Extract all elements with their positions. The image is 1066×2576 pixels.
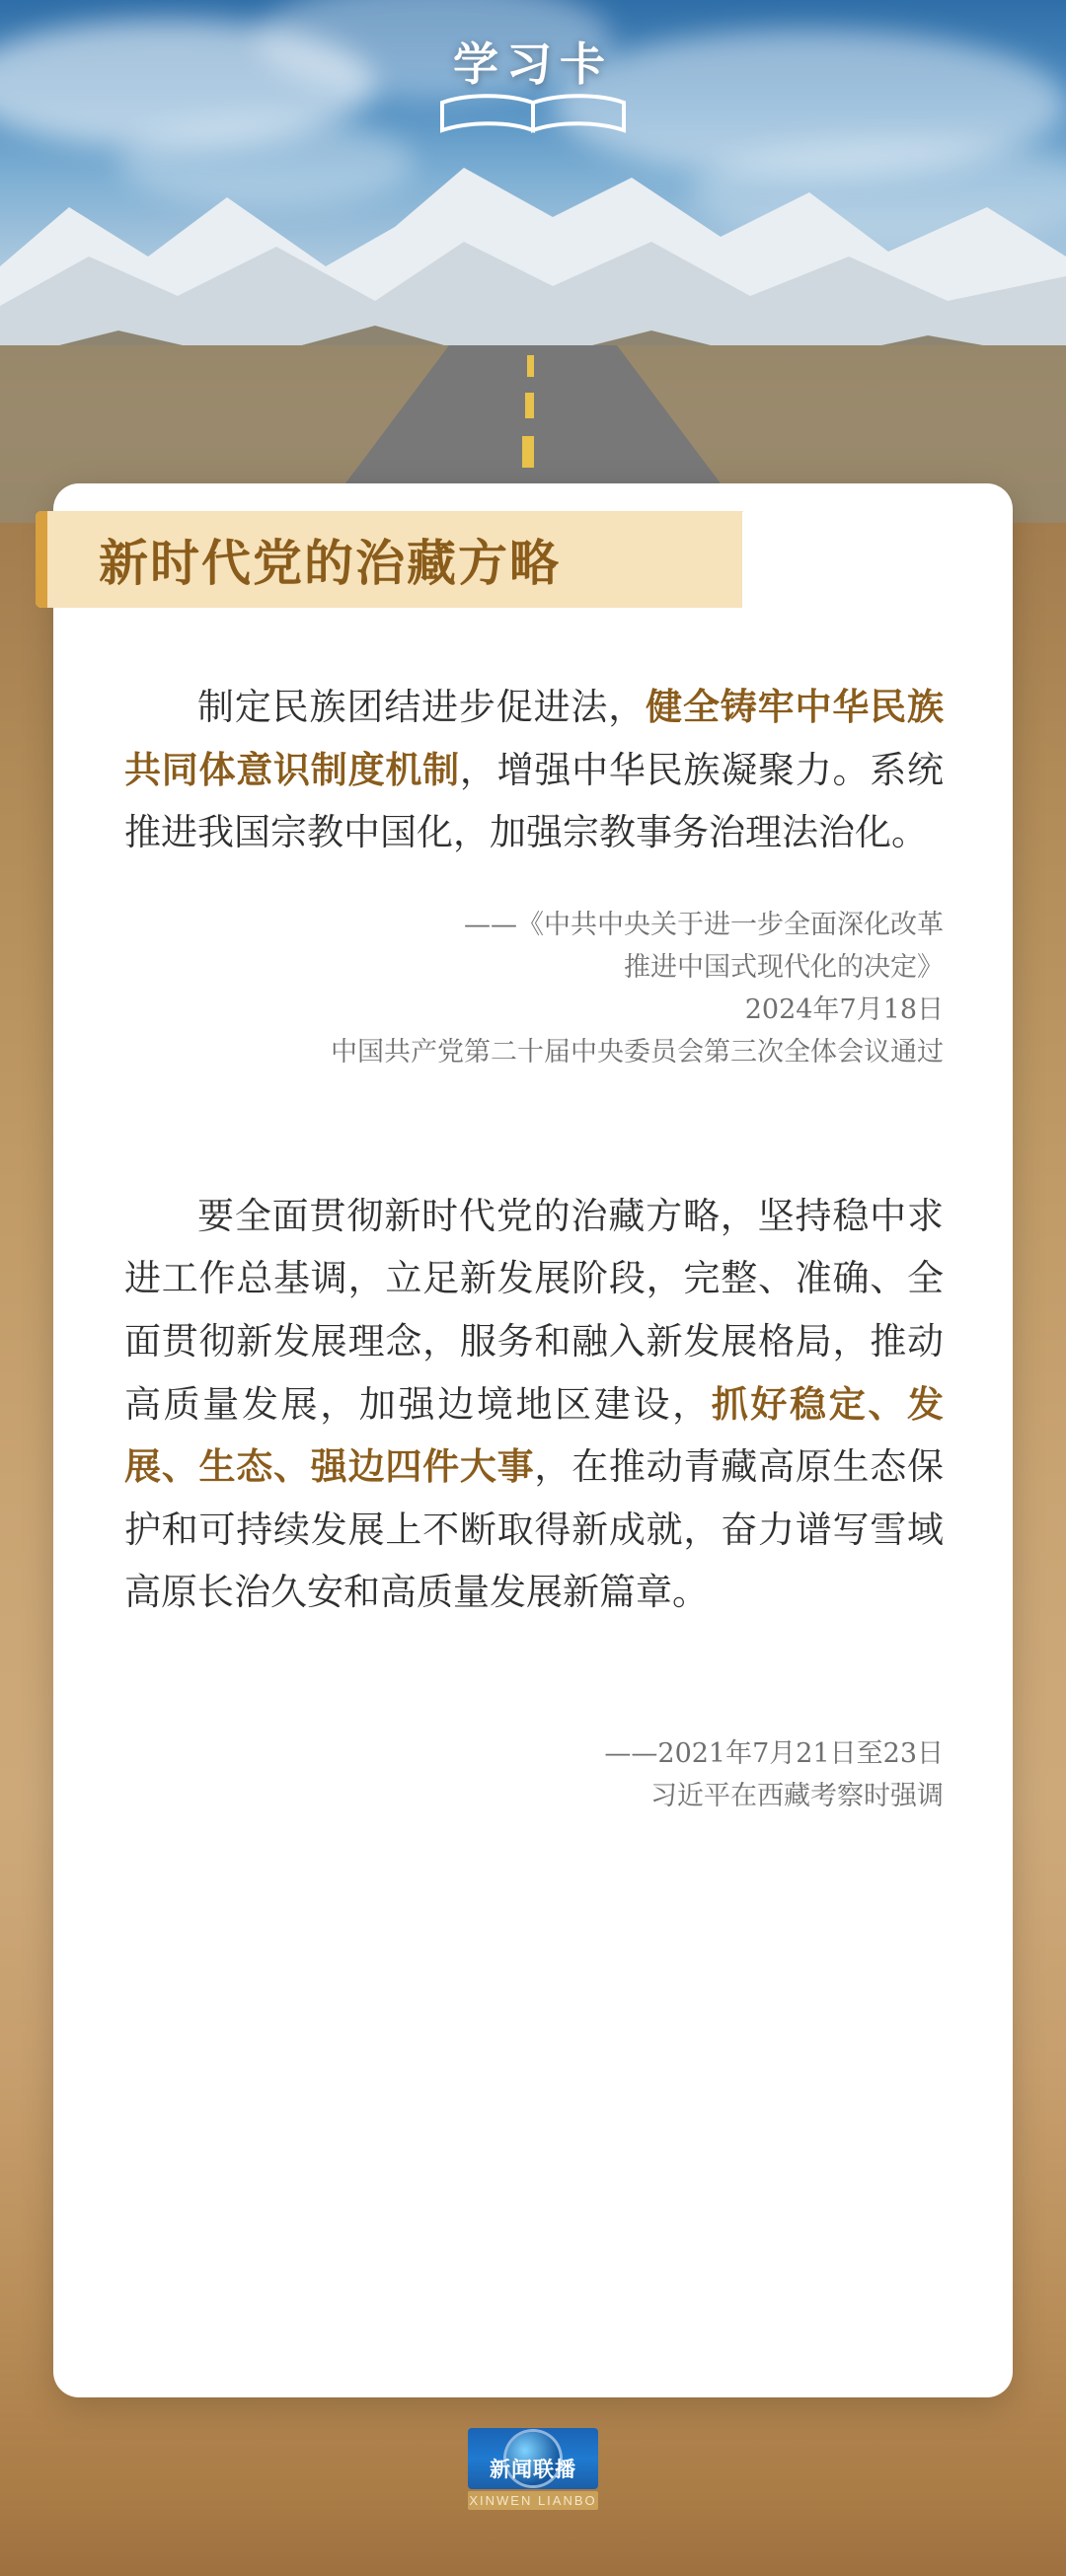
quote-paragraph-1 (124, 676, 944, 864)
footer-logo-pinyin: XINWEN LIANBO (469, 2493, 597, 2508)
quote-text-highlight: 健全铸牢中华民族共同体意识制度机制 (124, 685, 945, 791)
source-line: 习近平在西藏考察时强调 (650, 1781, 944, 1812)
section-spacer (124, 1624, 944, 1693)
source-line: ——《中共中央关于进一步全面深化改革 (464, 909, 944, 940)
card-body (124, 676, 944, 1817)
brand-logo (405, 38, 661, 136)
title-ribbon (36, 511, 742, 608)
quote-paragraph-2 (124, 1185, 944, 1624)
section-spacer (124, 1074, 944, 1185)
source-line: 2024年7月18日 (744, 994, 944, 1026)
quote-source-1 (124, 904, 944, 1074)
quote-text-segment: 制定民族团结进步促进法， (197, 686, 647, 728)
quote-text-segment: 要全面贯彻新时代党的治藏方略，坚持稳中求进工作总基调，立足新发展阶段，完整、准确、全面贯彻新发展理念，服务和融入新发展格局，推动高质量发展，加强边境地区建设， (124, 1194, 944, 1426)
globe-icon (468, 2428, 598, 2489)
content-card (53, 483, 1013, 2397)
quote-text-highlight: 抓好稳定、发展、生态、强边四件大事 (124, 1381, 944, 1489)
page-title: 新时代党的治藏方略 (99, 536, 561, 591)
quote-source-2 (124, 1732, 944, 1817)
source-line: 推进中国式现代化的决定》 (624, 952, 944, 984)
ribbon-accent-bar (36, 511, 47, 608)
footer-logo-name: 新闻联播 (490, 2459, 576, 2481)
brand-title: 学习卡 (453, 38, 613, 90)
hero-image (0, 0, 1066, 523)
open-book-icon (405, 93, 661, 136)
footer-logo (468, 2428, 598, 2523)
source-line: 中国共产党第二十届中央委员会第三次全体会议通过 (331, 1037, 944, 1068)
quote-text-segment: ，在推动青藏高原生态保护和可持续发展上不断取得新成就，奋力谱写雪域高原长治久安和高质量发展新篇章。 (124, 1445, 945, 1614)
source-line: ——2021年7月21日至23日 (604, 1738, 944, 1769)
quote-text-segment: ，增强中华民族凝聚力。系统推进我国宗教中国化，加强宗教事务治理法治化。 (124, 748, 945, 854)
